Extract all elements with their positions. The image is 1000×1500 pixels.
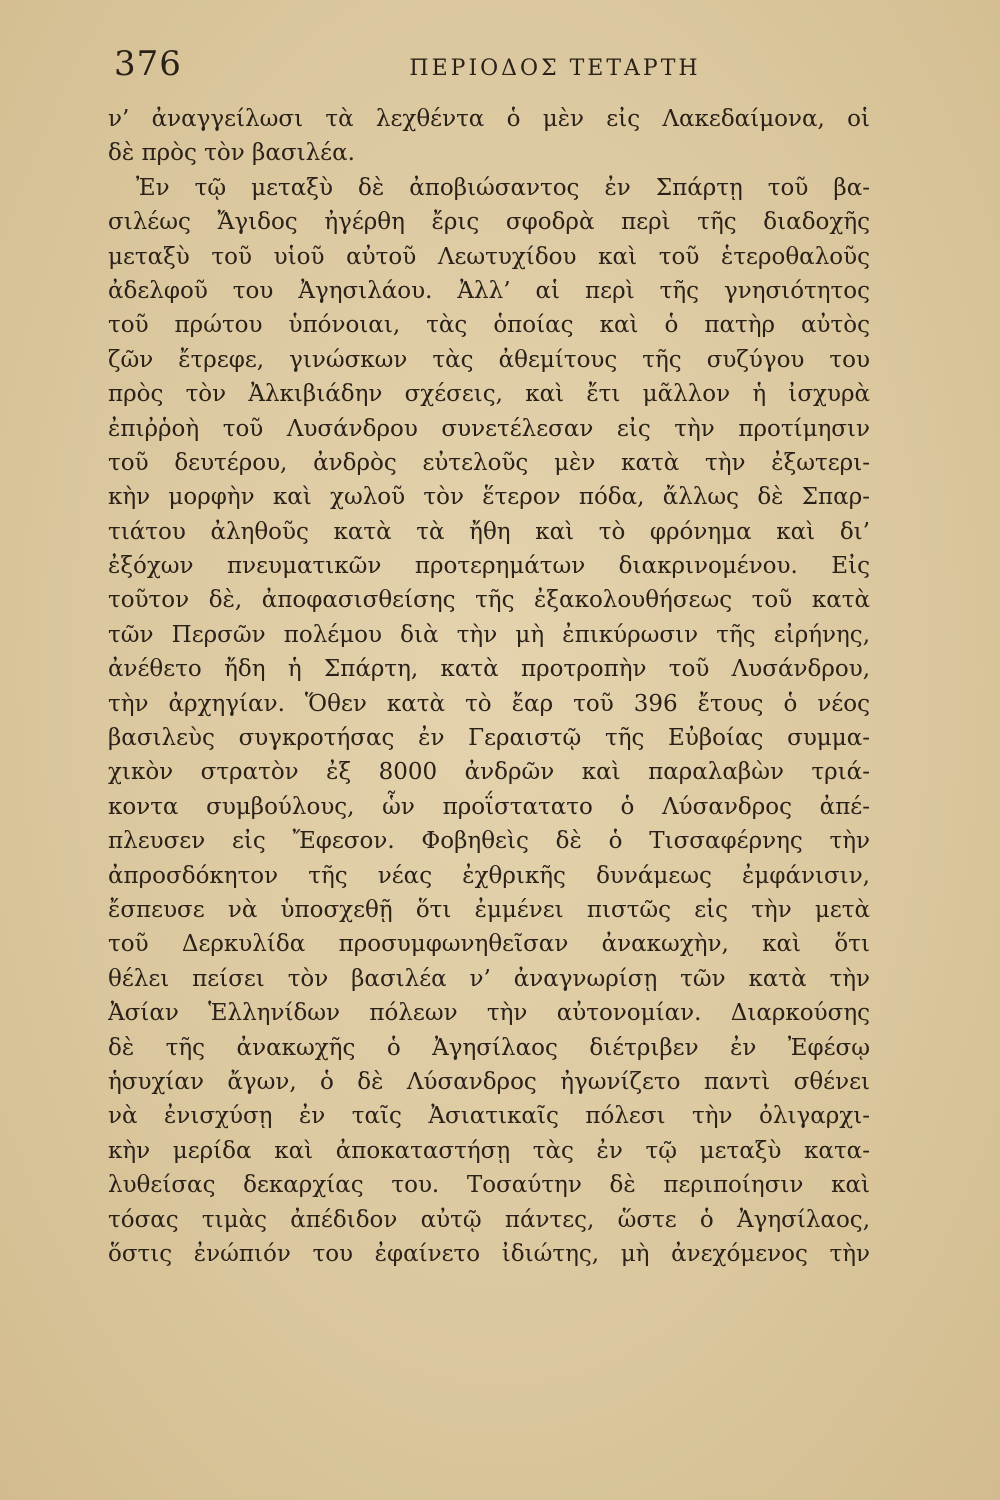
text-line: τῶν Περσῶν πολέμου διὰ τὴν μὴ ἐπικύρωσιν τῆς εἰρήνης, (108, 621, 870, 648)
text-line: τόσας τιμὰς ἀπέδιδον αὐτῷ πάντες, ὥστε ὁ Ἀγησίλαος, (108, 1206, 870, 1233)
text-line: τοῦ δευτέρου, ἀνδρὸς εὐτελοῦς μὲν κατὰ τὴν ἐξωτερι- (108, 449, 870, 476)
text-line: τοῦτον δὲ, ἀποφασισθείσης τῆς ἐξακολουθήσεως τοῦ κατὰ (108, 587, 870, 614)
text-line: μεταξὺ τοῦ υἱοῦ αὐτοῦ Λεωτυχίδου καὶ τοῦ ἑτεροθαλοῦς (108, 243, 870, 270)
page-number: 376 (114, 44, 182, 84)
text-line: σιλέως Ἄγιδος ἠγέρθη ἔρις σφοδρὰ περὶ τῆς διαδοχῆς (108, 209, 870, 236)
running-head: ΠΕΡΙΟΔΟΣ ΤΕΤΑΡΤΗ (409, 56, 701, 81)
text-line: ἡσυχίαν ἄγων, ὁ δὲ Λύσανδρος ἠγωνίζετο παντὶ σθένει (108, 1068, 870, 1095)
page-header (100, 44, 880, 94)
text-line: θέλει πείσει τὸν βασιλέα ν’ ἀναγνωρίσῃ τῶν κατὰ τὴν (108, 965, 870, 992)
text-line: λυθείσας δεκαρχίας του. Τοσαύτην δὲ περιποίησιν καὶ (108, 1172, 870, 1199)
text-line: δὲ πρὸς τὸν βασιλέα. (108, 140, 355, 167)
text-line: ἀπροσδόκητον τῆς νέας ἐχθρικῆς δυνάμεως ἐμφάνισιν, (108, 862, 870, 889)
text-line: νὰ ἐνισχύσῃ ἐν ταῖς Ἀσιατικαῖς πόλεσι τὴν ὀλιγαρχι- (108, 1103, 870, 1130)
text-line: βασιλεὺς συγκροτήσας ἐν Γεραιστῷ τῆς Εὐβοίας συμμα- (108, 725, 870, 752)
text-line: δὲ τῆς ἀνακωχῆς ὁ Ἀγησίλαος διέτριβεν ἐν Ἐφέσῳ (108, 1034, 870, 1061)
text-line: τοῦ πρώτου ὑπόνοιαι, τὰς ὁποίας καὶ ὁ πατὴρ αὐτὸς (108, 312, 870, 339)
text-line: ζῶν ἔτρεφε, γινώσκων τὰς ἀθεμίτους τῆς συζύγου του (108, 346, 870, 373)
text-line: κοντα συμβούλους, ὧν προΐστατατο ὁ Λύσανδρος ἀπέ- (108, 793, 870, 820)
text-line: ν’ ἀναγγείλωσι τὰ λεχθέντα ὁ μὲν εἰς Λακεδαίμονα, οἱ (108, 106, 870, 132)
text-line: πλευσεν εἰς Ἔφεσον. Φοβηθεὶς δὲ ὁ Τισσαφέρνης τὴν (108, 828, 870, 855)
text-line: πρὸς τὸν Ἀλκιβιάδην σχέσεις, καὶ ἔτι μᾶλλον ἡ ἰσχυρὰ (108, 381, 870, 408)
text-line: χικὸν στρατὸν ἐξ 8000 ἀνδρῶν καὶ παραλαβὼν τριά- (108, 759, 870, 786)
text-line: ἔσπευσε νὰ ὑποσχεθῇ ὅτι ἐμμένει πιστῶς εἰς τὴν μετὰ (108, 896, 870, 923)
body-text (108, 102, 870, 1271)
text-line: τιάτου ἀληθοῦς κατὰ τὰ ἤθη καὶ τὸ φρόνημα καὶ δι’ (108, 518, 870, 545)
text-line: τὴν ἀρχηγίαν. Ὅθεν κατὰ τὸ ἔαρ τοῦ 396 ἔτους ὁ νέος (108, 690, 870, 717)
text-line: ἀδελφοῦ του Ἀγησιλάου. Ἀλλ’ αἱ περὶ τῆς γνησιότητος (108, 277, 870, 304)
text-line: ἐξόχων πνευματικῶν προτερημάτων διακρινομένου. Εἰς (108, 553, 870, 580)
text-line: ἐπιῤῥοὴ τοῦ Λυσάνδρου συνετέλεσαν εἰς τὴν προτίμησιν (108, 415, 870, 442)
text-line: ὅστις ἐνώπιόν του ἐφαίνετο ἰδιώτης, μὴ ἀνεχόμενος τὴν (108, 1240, 870, 1267)
text-line: κὴν μορφὴν καὶ χωλοῦ τὸν ἕτερον πόδα, ἄλλως δὲ Σπαρ- (108, 484, 870, 511)
text-line: Ἐν τῷ μεταξὺ δὲ ἀποβιώσαντος ἐν Σπάρτῃ τοῦ βα- (136, 174, 870, 201)
text-line: τοῦ Δερκυλίδα προσυμφωνηθεῖσαν ἀνακωχὴν, καὶ ὅτι (108, 931, 870, 958)
text-line: κὴν μερίδα καὶ ἀποκαταστήσῃ τὰς ἐν τῷ μεταξὺ κατα- (108, 1137, 870, 1164)
text-line: ἀνέθετο ἤδη ἡ Σπάρτη, κατὰ προτροπὴν τοῦ Λυσάνδρου, (108, 656, 870, 683)
text-line: Ἀσίαν Ἑλληνίδων πόλεων τὴν αὐτονομίαν. Διαρκούσης (108, 1000, 870, 1027)
